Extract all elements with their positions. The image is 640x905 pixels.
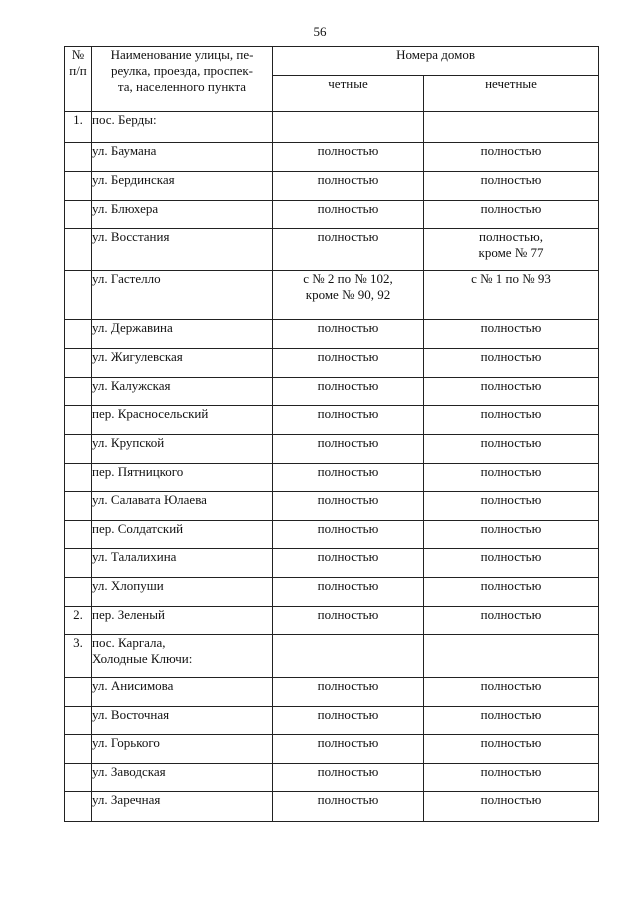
row-number <box>65 320 92 349</box>
street-name-line: ул. Заречная <box>92 792 161 807</box>
even-houses-line: полностью <box>317 678 379 693</box>
row-number <box>65 521 92 549</box>
even-houses <box>273 349 424 378</box>
table-row <box>65 435 599 464</box>
row-number: 3. <box>65 635 92 678</box>
odd-houses <box>424 549 599 578</box>
header-street-name-line1: Наименование улицы, пе- <box>110 47 254 62</box>
even-houses-line: с № 2 по № 102, <box>303 271 393 286</box>
street-name <box>92 172 273 201</box>
street-name <box>92 707 273 735</box>
table-row <box>65 764 599 792</box>
table-row <box>65 792 599 822</box>
even-houses <box>273 201 424 229</box>
even-houses-line: полностью <box>317 735 379 750</box>
even-houses-line: полностью <box>317 549 379 564</box>
table-row <box>65 229 599 271</box>
even-houses-line: кроме № 90, 92 <box>305 287 391 302</box>
odd-houses-line: полностью, <box>479 229 543 244</box>
row-number <box>65 492 92 521</box>
row-number: 2. <box>65 607 92 635</box>
even-houses-line: полностью <box>317 201 379 216</box>
table-row <box>65 320 599 349</box>
even-houses <box>273 406 424 435</box>
odd-houses <box>424 143 599 172</box>
street-name-line: ул. Анисимова <box>92 678 174 693</box>
odd-houses-line: с № 1 по № 93 <box>471 271 551 286</box>
street-name-line: ул. Гастелло <box>92 271 161 286</box>
street-name-line: пер. Пятницкого <box>92 464 184 479</box>
street-name-line: пер. Зеленый <box>92 607 165 622</box>
table-row <box>65 678 599 707</box>
odd-houses <box>424 172 599 201</box>
row-number <box>65 578 92 607</box>
row-number: 1. <box>65 112 92 143</box>
odd-houses-line: полностью <box>480 607 542 622</box>
even-houses <box>273 492 424 521</box>
page-number: 56 <box>313 24 327 39</box>
street-name-line: ул. Державина <box>92 320 173 335</box>
even-houses <box>273 435 424 464</box>
odd-houses <box>424 607 599 635</box>
table-row <box>65 172 599 201</box>
street-name <box>92 406 273 435</box>
header-number-line2: п/п <box>69 63 87 78</box>
odd-houses-line: кроме № 77 <box>478 245 544 260</box>
table-row <box>65 521 599 549</box>
street-name <box>92 229 273 271</box>
odd-houses <box>424 707 599 735</box>
even-houses <box>273 229 424 271</box>
row-number <box>65 464 92 492</box>
street-name-line: ул. Крупской <box>92 435 165 450</box>
even-houses-line: полностью <box>317 521 379 536</box>
table-row <box>65 378 599 406</box>
table-row <box>65 492 599 521</box>
row-number <box>65 735 92 764</box>
odd-houses-line: полностью <box>480 464 542 479</box>
row-number <box>65 764 92 792</box>
even-houses <box>273 378 424 406</box>
even-houses-line: полностью <box>317 578 379 593</box>
street-name-line: ул. Баумана <box>92 143 157 158</box>
street-name-line: ул. Блюхера <box>92 201 159 216</box>
table-body <box>65 112 599 822</box>
odd-houses <box>424 112 599 143</box>
table-row <box>65 635 599 678</box>
odd-houses-line: полностью <box>480 349 542 364</box>
odd-houses <box>424 320 599 349</box>
row-number <box>65 143 92 172</box>
odd-houses <box>424 201 599 229</box>
street-name <box>92 112 273 143</box>
street-name <box>92 678 273 707</box>
street-name <box>92 607 273 635</box>
header-street-name-line3: та, населенного пункта <box>117 79 247 94</box>
row-number <box>65 349 92 378</box>
street-name-line: ул. Калужская <box>92 378 171 393</box>
even-houses <box>273 607 424 635</box>
odd-houses-line: полностью <box>480 735 542 750</box>
even-houses <box>273 735 424 764</box>
odd-houses-line: полностью <box>480 578 542 593</box>
odd-houses-line: полностью <box>480 707 542 722</box>
even-houses-line: полностью <box>317 172 379 187</box>
odd-houses <box>424 271 599 320</box>
even-houses <box>273 678 424 707</box>
even-houses-line: полностью <box>317 707 379 722</box>
street-name-line: пос. Каргала, <box>92 635 166 650</box>
street-name-line: ул. Хлопуши <box>92 578 164 593</box>
odd-houses-line: полностью <box>480 143 542 158</box>
street-name <box>92 492 273 521</box>
table-row <box>65 112 599 143</box>
row-number <box>65 549 92 578</box>
odd-houses-line: полностью <box>480 678 542 693</box>
street-name <box>92 521 273 549</box>
street-name <box>92 201 273 229</box>
row-number <box>65 792 92 822</box>
odd-houses <box>424 521 599 549</box>
even-houses-line: полностью <box>317 143 379 158</box>
even-houses-line: полностью <box>317 378 379 393</box>
header-number-line1: № <box>71 47 85 62</box>
table-row <box>65 607 599 635</box>
street-name <box>92 378 273 406</box>
odd-houses-line: полностью <box>480 201 542 216</box>
street-name-line: ул. Восстания <box>92 229 170 244</box>
street-name-line: пер. Солдатский <box>92 521 184 536</box>
street-name <box>92 792 273 822</box>
odd-houses-line: полностью <box>480 378 542 393</box>
odd-houses-line: полностью <box>480 492 542 507</box>
odd-houses <box>424 229 599 271</box>
street-name-line: ул. Жигулевская <box>92 349 183 364</box>
even-houses <box>273 792 424 822</box>
even-houses <box>273 271 424 320</box>
street-name-line: ул. Заводская <box>92 764 166 779</box>
odd-houses-line: полностью <box>480 521 542 536</box>
row-number <box>65 229 92 271</box>
header-number <box>65 47 92 112</box>
table-row <box>65 707 599 735</box>
even-houses <box>273 764 424 792</box>
street-name-line: ул. Салавата Юлаева <box>92 492 207 507</box>
table-header <box>65 47 599 112</box>
street-name <box>92 320 273 349</box>
row-number <box>65 406 92 435</box>
even-houses <box>273 112 424 143</box>
even-houses <box>273 320 424 349</box>
odd-houses <box>424 578 599 607</box>
table-row <box>65 735 599 764</box>
row-number <box>65 201 92 229</box>
street-name-line: пер. Красносельский <box>92 406 209 421</box>
row-number <box>65 378 92 406</box>
street-name-line: ул. Талалихина <box>92 549 177 564</box>
even-houses <box>273 464 424 492</box>
even-houses-line: полностью <box>317 229 379 244</box>
odd-houses <box>424 792 599 822</box>
even-houses <box>273 635 424 678</box>
even-houses-line: полностью <box>317 349 379 364</box>
even-houses-line: полностью <box>317 435 379 450</box>
even-houses <box>273 143 424 172</box>
odd-houses-line: полностью <box>480 172 542 187</box>
odd-houses <box>424 464 599 492</box>
row-number <box>65 678 92 707</box>
even-houses-line: полностью <box>317 320 379 335</box>
row-number <box>65 435 92 464</box>
streets-table <box>64 46 599 822</box>
street-name <box>92 271 273 320</box>
table-row <box>65 406 599 435</box>
even-houses-line: полностью <box>317 464 379 479</box>
even-houses-line: полностью <box>317 406 379 421</box>
odd-houses <box>424 764 599 792</box>
header-even: четные <box>273 76 424 112</box>
table-row <box>65 143 599 172</box>
row-number <box>65 707 92 735</box>
even-houses-line: полностью <box>317 792 379 807</box>
table-row <box>65 201 599 229</box>
odd-houses <box>424 435 599 464</box>
odd-houses-line: полностью <box>480 549 542 564</box>
odd-houses-line: полностью <box>480 320 542 335</box>
street-name-line: ул. Горького <box>92 735 160 750</box>
table-row <box>65 464 599 492</box>
odd-houses-line: полностью <box>480 406 542 421</box>
row-number <box>65 172 92 201</box>
street-name-line: ул. Бердинская <box>92 172 175 187</box>
odd-houses <box>424 349 599 378</box>
even-houses <box>273 549 424 578</box>
even-houses-line: полностью <box>317 492 379 507</box>
table-row <box>65 349 599 378</box>
street-name <box>92 464 273 492</box>
even-houses <box>273 172 424 201</box>
odd-houses <box>424 635 599 678</box>
odd-houses <box>424 735 599 764</box>
street-name <box>92 435 273 464</box>
table-row <box>65 578 599 607</box>
odd-houses <box>424 492 599 521</box>
header-house-numbers: Номера домов <box>273 47 599 76</box>
street-name <box>92 635 273 678</box>
odd-houses-line: полностью <box>480 764 542 779</box>
street-name-line: пос. Берды: <box>92 112 157 127</box>
street-name-line: Холодные Ключи: <box>92 651 193 666</box>
header-odd: нечетные <box>424 76 599 112</box>
even-houses <box>273 578 424 607</box>
table-row <box>65 271 599 320</box>
odd-houses <box>424 406 599 435</box>
header-street-name-line2: реулка, проезда, проспек- <box>110 63 253 78</box>
odd-houses-line: полностью <box>480 435 542 450</box>
street-name-line: ул. Восточная <box>92 707 170 722</box>
header-street-name <box>92 47 273 112</box>
street-name <box>92 578 273 607</box>
row-number <box>65 271 92 320</box>
street-name <box>92 349 273 378</box>
table-row <box>65 549 599 578</box>
even-houses <box>273 707 424 735</box>
odd-houses-line: полностью <box>480 792 542 807</box>
street-name <box>92 549 273 578</box>
odd-houses <box>424 678 599 707</box>
even-houses-line: полностью <box>317 764 379 779</box>
street-name <box>92 143 273 172</box>
even-houses <box>273 521 424 549</box>
even-houses-line: полностью <box>317 607 379 622</box>
street-name <box>92 735 273 764</box>
street-name <box>92 764 273 792</box>
odd-houses <box>424 378 599 406</box>
